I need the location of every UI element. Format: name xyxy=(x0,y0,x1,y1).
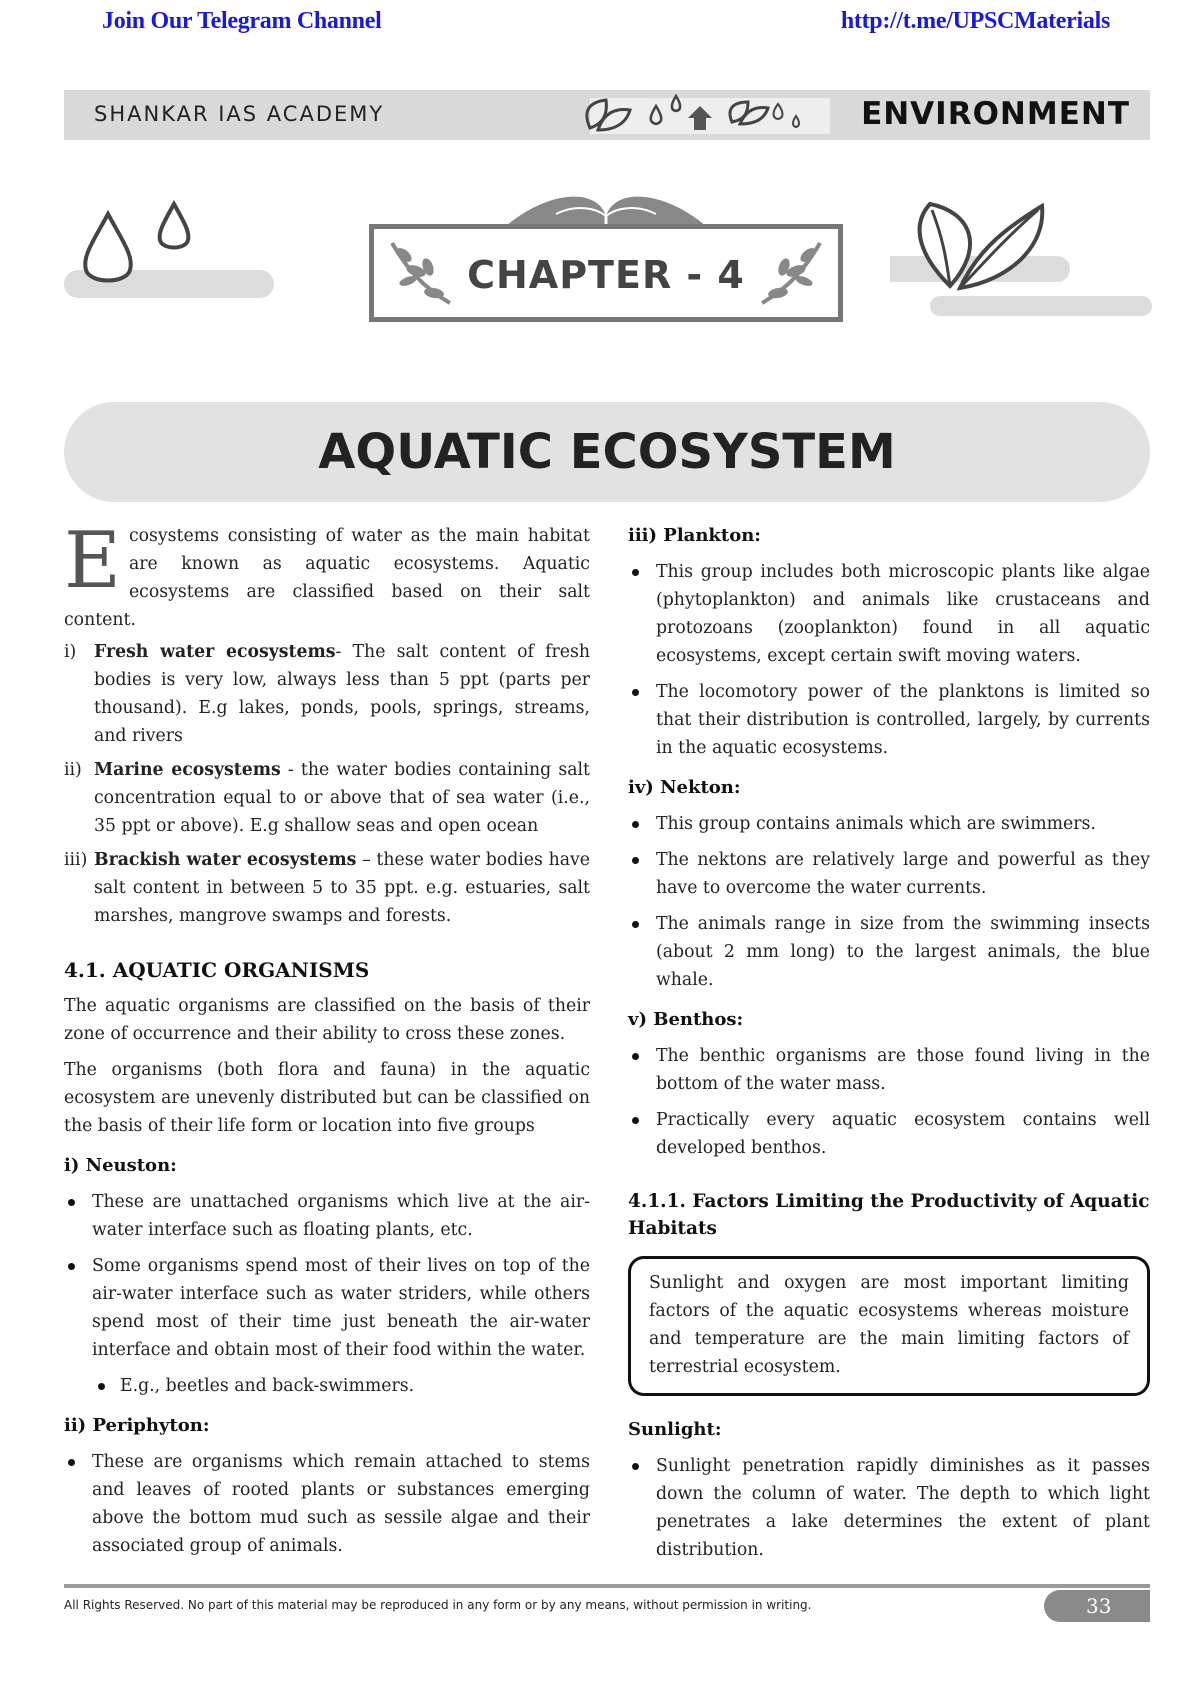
type-label: Brackish water ecosystems xyxy=(94,850,357,870)
page-number: 33 xyxy=(1086,1594,1112,1618)
sprig-right-icon xyxy=(756,237,826,309)
list-item: This group contains animals which are swimmers. xyxy=(628,810,1150,838)
section-heading: 4.1. AQUATIC ORGANISMS xyxy=(64,958,370,982)
chapter-label: CHAPTER - 4 xyxy=(467,253,745,297)
callout-box: Sunlight and oxygen are most important limiting factors of the aquatic ecosystems whereas moisture and temperature are the main limiting factors of terrestrial ecosystem. xyxy=(628,1256,1150,1396)
type-label: Marine ecosystems xyxy=(94,760,281,780)
paragraph: The organisms (both flora and fauna) in the aquatic ecosystem are unevenly distributed but can be classified on the basis of their life form or location into five groups xyxy=(64,1060,590,1136)
intro-text: cosystems consisting of water as the main habitat are known as aquatic ecosystems. Aquatic ecosystems are classified based on their salt content. xyxy=(64,526,590,630)
periphyton-list xyxy=(64,1448,590,1560)
right-column xyxy=(628,522,1150,1572)
eco-icons xyxy=(560,88,840,144)
neuston-list xyxy=(64,1188,590,1400)
nekton-list xyxy=(628,810,1150,994)
neuston-heading: i) Neuston: xyxy=(64,1155,177,1176)
list-item: Practically every aquatic ecosystem contains well developed benthos. xyxy=(628,1106,1150,1162)
type-number: i) xyxy=(64,642,77,662)
benthos-heading: v) Benthos: xyxy=(628,1009,744,1030)
telegram-channel-link[interactable]: Join Our Telegram Channel xyxy=(102,8,382,34)
academy-name: SHANKAR IAS ACADEMY xyxy=(94,102,385,126)
type-text: - The salt content of fresh bodies is very low, always less than 5 ppt (parts per thousand). E.g lakes, ponds, pools, springs, streams, and rivers xyxy=(94,642,590,746)
list-item: These are unattached organisms which live at the air-water interface such as floating plants, etc. xyxy=(64,1188,590,1244)
benthos-list xyxy=(628,1042,1150,1162)
list-item: The animals range in size from the swimming insects (about 2 mm long) to the largest animals, the blue whale. xyxy=(628,910,1150,994)
list-item: These are organisms which remain attached to stems and leaves of rooted plants or substances emerging above the bottom mud such as sessile algae and their associated group of animals. xyxy=(64,1448,590,1560)
list-item: The locomotory power of the planktons is limited so that their distribution is controlled, largely, by currents in the aquatic ecosystems. xyxy=(628,678,1150,762)
intro-paragraph xyxy=(64,516,590,634)
footer-rule xyxy=(64,1584,1150,1588)
type-number: iii) xyxy=(64,850,88,870)
footer-rights: All Rights Reserved. No part of this material may be reproduced in any form or by any means, without permission in writing. xyxy=(64,1598,812,1612)
water-drops-icon xyxy=(64,200,284,300)
list-item: E.g., beetles and back-swimmers. xyxy=(64,1372,590,1400)
list-item: Sunlight penetration rapidly diminishes as it passes down the column of water. The depth to which light penetrates a lake determines the extent of plant distribution. xyxy=(628,1452,1150,1564)
telegram-url-link[interactable]: http://t.me/UPSCMaterials xyxy=(840,8,1110,34)
type-number: ii) xyxy=(64,760,82,780)
plankton-heading: iii) Plankton: xyxy=(628,525,761,546)
type-item xyxy=(64,846,590,930)
list-item: The benthic organisms are those found living in the bottom of the water mass. xyxy=(628,1042,1150,1098)
left-column xyxy=(64,516,591,1568)
chapter-title: AQUATIC ECOSYSTEM xyxy=(318,424,896,480)
drop-cap: E xyxy=(64,516,121,606)
type-item xyxy=(64,638,590,750)
leaves-icon xyxy=(890,196,1152,322)
plankton-list xyxy=(628,558,1150,762)
type-item xyxy=(64,756,590,840)
chapter-title-banner xyxy=(64,402,1150,502)
type-text: - the water bodies containing salt concentration equal to or above that of sea water (i.e., 35 ppt or above). E.g shallow seas and open ocean xyxy=(94,760,591,836)
list-item: The nektons are relatively large and powerful as they have to overcome the water currents. xyxy=(628,846,1150,902)
factors-heading: 4.1.1. Factors Limiting the Productivity of Aquatic Habitats xyxy=(628,1191,1150,1239)
type-label: Fresh water ecosystems xyxy=(94,642,336,662)
type-text: – these water bodies have salt content in between 5 to 35 ppt. e.g. estuaries, salt marshes, mangrove swamps and forests. xyxy=(94,850,590,926)
paragraph: The aquatic organisms are classified on the basis of their zone of occurrence and their ability to cross these zones. xyxy=(64,996,590,1044)
sunlight-heading: Sunlight: xyxy=(628,1419,722,1440)
subject-title: ENVIRONMENT xyxy=(861,96,1130,132)
list-item: Some organisms spend most of their lives on top of the air-water interface such as water striders, while others spend most of their time just beneath the air-water interface and obtain most of their food within the water. xyxy=(64,1252,590,1364)
nekton-heading: iv) Nekton: xyxy=(628,777,741,798)
periphyton-heading: ii) Periphyton: xyxy=(64,1415,210,1436)
sunlight-list xyxy=(628,1452,1150,1564)
list-item: This group includes both microscopic plants like algae (phytoplankton) and animals like crustaceans and protozoans (zooplankton) found in all aquatic ecosystems, except certain swift moving waters. xyxy=(628,558,1150,670)
chapter-box xyxy=(369,224,843,322)
